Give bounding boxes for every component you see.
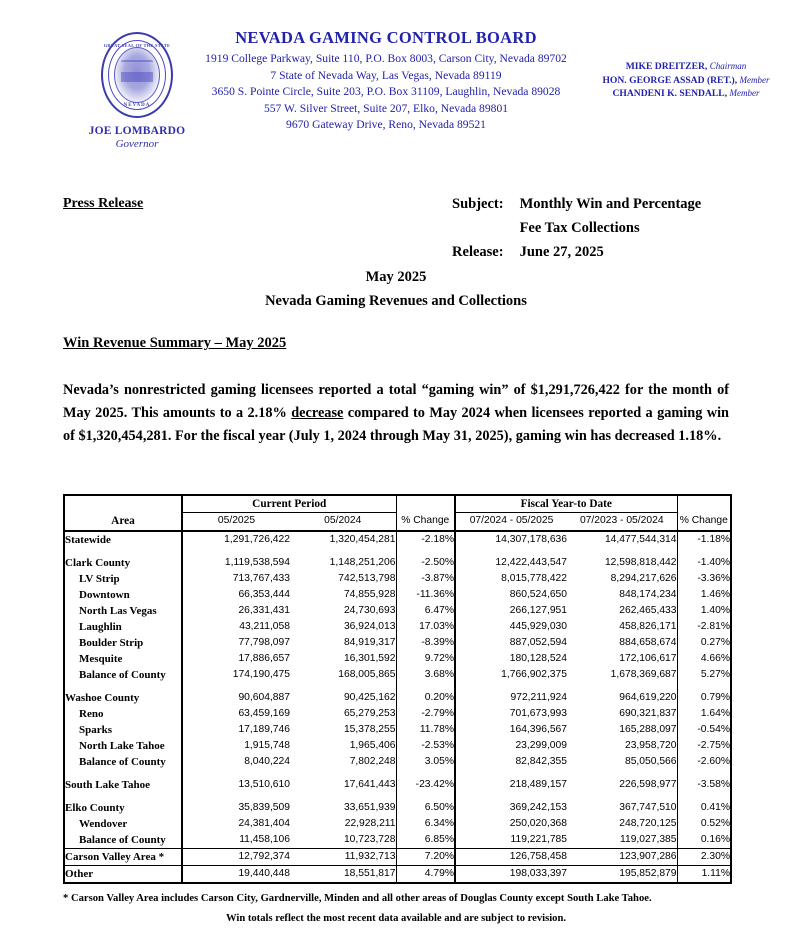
row-fy-pct-wendover: 0.52% xyxy=(677,816,731,832)
spacer-fy-pct xyxy=(677,548,731,555)
board-member-1-role: Chairman xyxy=(709,61,747,71)
row-fy-pct-clark-county: -1.40% xyxy=(677,555,731,571)
agency-address-4: 557 W. Silver Street, Suite 207, Elko, Nevada 89801 xyxy=(263,101,509,115)
row-cp-current-elko-county: 35,839,509 xyxy=(182,800,290,816)
table-head xyxy=(64,495,731,531)
spacer-fy-cur xyxy=(455,770,567,777)
press-release-label: Press Release xyxy=(63,196,144,211)
row-fy-prior-balance-of-county: 85,050,566 xyxy=(624,755,677,767)
seal-arc-top-text: GREAT SEAL OF THE STATE xyxy=(103,43,171,48)
row-fy-current-downtown: 860,524,650 xyxy=(455,587,567,603)
row-cp-pct-carson-valley-area: 7.20% xyxy=(396,849,455,866)
table-column-header-row xyxy=(64,513,731,531)
row-cp-current-north-lake-tahoe: 1,915,748 xyxy=(182,738,290,754)
row-cp-current-mesquite: 17,886,657 xyxy=(182,651,290,667)
row-cp-prior-carson-valley-area: 11,932,713 xyxy=(344,850,396,862)
row-fy-prior-lv-strip: 8,294,217,626 xyxy=(610,572,677,584)
row-fy-prior-balance-of-county: 1,678,369,687 xyxy=(610,668,677,680)
table-group-header-row xyxy=(64,495,731,513)
row-area-laughlin: Laughlin xyxy=(64,619,182,635)
row-cp-pct-balance-of-county: 3.68% xyxy=(396,667,455,683)
table-row xyxy=(64,690,731,706)
row-fy-pct-mesquite: 4.66% xyxy=(677,651,731,667)
row-fy-current-wendover: 250,020,368 xyxy=(455,816,567,832)
row-area-other: Other xyxy=(64,866,182,883)
row-fy-current-balance-of-county: 1,766,902,375 xyxy=(455,667,567,683)
row-cp-prior-downtown: 74,855,928 xyxy=(343,588,396,600)
row-cp-current-south-lake-tahoe: 13,510,610 xyxy=(182,777,290,793)
spacer-fy-pct xyxy=(677,770,731,777)
table-row xyxy=(64,635,731,651)
spacer-area xyxy=(64,793,182,800)
row-fy-prior-other: 195,852,879 xyxy=(619,867,677,879)
table-row xyxy=(64,722,731,738)
document-title xyxy=(0,265,792,313)
row-cp-pct-balance-of-county: 3.05% xyxy=(396,754,455,770)
row-fy-prior-statewide: 14,477,544,314 xyxy=(604,533,677,545)
governor-name: JOE LOMBARDO xyxy=(88,125,186,137)
table-body xyxy=(64,531,731,884)
row-cp-pct-reno: -2.79% xyxy=(396,706,455,722)
column-header-area: Area xyxy=(64,513,182,531)
spacer-fy-cur xyxy=(455,548,567,555)
board-member-1-name: MIKE DREITZER, xyxy=(625,61,708,72)
row-fy-current-other: 198,033,397 xyxy=(455,866,567,883)
row-cp-current-sparks: 17,189,746 xyxy=(182,722,290,738)
row-fy-prior-mesquite: 172,106,617 xyxy=(619,652,677,664)
row-area-statewide: Statewide xyxy=(64,531,182,548)
footnote-revision-notice: Win totals reflect the most recent data available and are subject to revision. xyxy=(225,913,567,924)
table-row xyxy=(64,706,731,722)
board-member-3-role: Member xyxy=(729,88,760,99)
row-area-north-lake-tahoe: North Lake Tahoe xyxy=(64,738,182,754)
row-area-lv-strip: LV Strip xyxy=(64,571,182,587)
row-fy-prior-sparks: 165,288,097 xyxy=(619,723,677,735)
row-fy-pct-balance-of-county: -2.60% xyxy=(677,754,731,770)
row-area-carson-valley-area: Carson Valley Area * xyxy=(64,849,182,866)
governor-title: Governor xyxy=(115,138,159,150)
row-fy-pct-lv-strip: -3.36% xyxy=(677,571,731,587)
letterhead xyxy=(0,24,792,164)
row-fy-current-washoe-county: 972,211,924 xyxy=(455,690,567,706)
section-heading: Win Revenue Summary – May 2025 xyxy=(63,335,287,351)
row-cp-prior-clark-county: 1,148,251,206 xyxy=(329,556,396,568)
row-cp-prior-sparks: 15,378,255 xyxy=(343,723,396,735)
row-cp-prior-balance-of-county: 10,723,728 xyxy=(343,833,396,845)
board-member-2 xyxy=(580,74,792,88)
row-cp-prior-balance-of-county: 168,005,865 xyxy=(338,668,396,680)
row-cp-pct-washoe-county: 0.20% xyxy=(396,690,455,706)
agency-address-5: 9670 Gateway Drive, Reno, Nevada 89521 xyxy=(286,118,486,131)
win-revenue-table xyxy=(63,494,732,884)
table-bottom-border xyxy=(64,883,731,884)
group-header-fy-pct-spacer xyxy=(677,495,731,513)
row-fy-current-elko-county: 369,242,153 xyxy=(455,800,567,816)
row-cp-current-balance-of-county: 174,190,475 xyxy=(182,667,290,683)
table-row xyxy=(64,555,731,571)
row-cp-pct-statewide: -2.18% xyxy=(396,531,455,548)
row-area-elko-county: Elko County xyxy=(64,800,182,816)
row-fy-current-lv-strip: 8,015,778,422 xyxy=(455,571,567,587)
column-header-fy-current: 07/2024 - 05/2025 xyxy=(455,513,567,531)
row-area-balance-of-county: Balance of County xyxy=(64,667,182,683)
row-cp-pct-balance-of-county: 6.85% xyxy=(396,832,455,849)
row-cp-current-downtown: 66,353,444 xyxy=(182,587,290,603)
spacer-area xyxy=(64,770,182,777)
table-group-spacer xyxy=(64,548,731,555)
table-group-spacer xyxy=(64,793,731,800)
row-area-reno: Reno xyxy=(64,706,182,722)
row-fy-pct-north-las-vegas: 1.40% xyxy=(677,603,731,619)
row-fy-pct-balance-of-county: 5.27% xyxy=(677,667,731,683)
spacer-cp-cur xyxy=(182,683,290,690)
release-label: Release: xyxy=(452,244,504,260)
row-fy-current-mesquite: 180,128,524 xyxy=(455,651,567,667)
row-cp-pct-mesquite: 9.72% xyxy=(396,651,455,667)
row-fy-prior-north-lake-tahoe: 23,958,720 xyxy=(624,739,677,751)
spacer-cp-pct xyxy=(396,793,455,800)
table-row xyxy=(64,832,731,849)
row-cp-prior-washoe-county: 90,425,162 xyxy=(343,691,396,703)
agency-address-2: 7 State of Nevada Way, Las Vegas, Nevada 89119 xyxy=(270,68,502,82)
subject-release-block xyxy=(452,196,701,268)
nevada-state-seal-icon xyxy=(101,32,173,118)
column-header-cp-pct-change: % Change xyxy=(396,513,455,531)
agency-block xyxy=(186,28,586,134)
table-row xyxy=(64,587,731,603)
row-cp-prior-other: 18,551,817 xyxy=(343,867,396,879)
row-cp-prior-boulder-strip: 84,919,317 xyxy=(343,636,396,648)
row-fy-current-boulder-strip: 887,052,594 xyxy=(455,635,567,651)
row-fy-prior-balance-of-county: 119,027,385 xyxy=(620,833,677,845)
row-fy-pct-washoe-county: 0.79% xyxy=(677,690,731,706)
table-row xyxy=(64,531,731,548)
row-fy-pct-south-lake-tahoe: -3.58% xyxy=(677,777,731,793)
table-row xyxy=(64,754,731,770)
column-header-cp-prior: 05/2024 xyxy=(290,513,396,531)
row-area-downtown: Downtown xyxy=(64,587,182,603)
row-fy-prior-washoe-county: 964,619,220 xyxy=(619,691,677,703)
row-cp-current-washoe-county: 90,604,887 xyxy=(182,690,290,706)
row-cp-pct-sparks: 11.78% xyxy=(396,722,455,738)
spacer-fy-cur xyxy=(455,683,567,690)
row-cp-prior-elko-county: 33,651,939 xyxy=(343,801,396,813)
row-cp-current-boulder-strip: 77,798,097 xyxy=(182,635,290,651)
row-cp-current-balance-of-county: 8,040,224 xyxy=(182,754,290,770)
board-member-1 xyxy=(580,60,792,74)
row-area-boulder-strip: Boulder Strip xyxy=(64,635,182,651)
table-row xyxy=(64,603,731,619)
row-fy-prior-carson-valley-area: 123,907,286 xyxy=(619,850,677,862)
row-fy-prior-reno: 690,321,837 xyxy=(619,707,677,719)
spacer-cp-cur xyxy=(182,793,290,800)
row-cp-pct-lv-strip: -3.87% xyxy=(396,571,455,587)
document-title-subject: Nevada Gaming Revenues and Collections xyxy=(265,293,527,309)
row-area-wendover: Wendover xyxy=(64,816,182,832)
table-row xyxy=(64,667,731,683)
row-cp-pct-north-lake-tahoe: -2.53% xyxy=(396,738,455,754)
row-cp-current-wendover: 24,381,404 xyxy=(182,816,290,832)
row-fy-prior-clark-county: 12,598,818,442 xyxy=(604,556,677,568)
row-fy-prior-north-las-vegas: 262,465,433 xyxy=(619,604,677,616)
row-fy-current-north-lake-tahoe: 23,299,009 xyxy=(455,738,567,754)
table-row xyxy=(64,619,731,635)
row-fy-pct-downtown: 1.46% xyxy=(677,587,731,603)
spacer-fy-prv xyxy=(567,683,677,690)
row-area-mesquite: Mesquite xyxy=(64,651,182,667)
row-cp-pct-wendover: 6.34% xyxy=(396,816,455,832)
row-fy-pct-other: 1.11% xyxy=(677,866,731,883)
row-fy-prior-downtown: 848,174,234 xyxy=(619,588,677,600)
row-area-sparks: Sparks xyxy=(64,722,182,738)
board-member-3-name: CHANDENI K. SENDALL, xyxy=(612,88,728,100)
spacer-cp-prv xyxy=(290,548,396,555)
subject-value-line2: Fee Tax Collections xyxy=(519,220,640,236)
row-fy-prior-laughlin: 458,826,171 xyxy=(619,620,677,632)
spacer-cp-prv xyxy=(290,683,396,690)
row-cp-prior-lv-strip: 742,513,798 xyxy=(338,572,396,584)
spacer-cp-cur xyxy=(182,770,290,777)
row-cp-current-balance-of-county: 11,458,106 xyxy=(182,832,290,849)
summary-paragraph-part1: Nevada’s nonrestricted gaming licensees reported a total “gaming win” of $1,291,726,422 for the month of May 2025. This amounts to a 2.18% xyxy=(63,382,729,422)
column-header-fy-pct-change: % Change xyxy=(677,513,731,531)
seal-emblem-art xyxy=(121,60,153,90)
spacer-fy-prv xyxy=(567,548,677,555)
subject-value-line1: Monthly Win and Percentage xyxy=(519,196,702,212)
table-row xyxy=(64,571,731,587)
group-header-current-period: Current Period xyxy=(182,495,396,513)
row-cp-current-carson-valley-area: 12,792,374 xyxy=(182,849,290,866)
row-fy-current-clark-county: 12,422,443,547 xyxy=(455,555,567,571)
board-members-block xyxy=(580,60,792,101)
spacer-fy-prv xyxy=(567,770,677,777)
row-cp-current-laughlin: 43,211,058 xyxy=(182,619,290,635)
spacer-cp-pct xyxy=(396,770,455,777)
group-header-cp-pct-spacer xyxy=(396,495,455,513)
row-fy-current-balance-of-county: 82,842,355 xyxy=(455,754,567,770)
governor-seal-block xyxy=(72,32,202,150)
release-date: June 27, 2025 xyxy=(519,244,604,260)
spacer-fy-pct xyxy=(677,793,731,800)
footnote-carson-valley: * Carson Valley Area includes Carson City, Gardnerville, Minden and all other areas of Douglas County except South Lake Tahoe. xyxy=(63,893,652,904)
row-fy-pct-carson-valley-area: 2.30% xyxy=(677,849,731,866)
spacer-cp-cur xyxy=(182,548,290,555)
row-cp-pct-south-lake-tahoe: -23.42% xyxy=(396,777,455,793)
summary-paragraph-emphasis: decrease xyxy=(291,405,344,422)
spacer-cp-prv xyxy=(290,793,396,800)
row-fy-pct-sparks: -0.54% xyxy=(677,722,731,738)
row-cp-current-statewide: 1,291,726,422 xyxy=(182,531,290,548)
spacer-area xyxy=(64,683,182,690)
row-fy-current-north-las-vegas: 266,127,951 xyxy=(455,603,567,619)
row-fy-current-statewide: 14,307,178,636 xyxy=(455,531,567,548)
row-fy-pct-boulder-strip: 0.27% xyxy=(677,635,731,651)
row-fy-current-sparks: 164,396,567 xyxy=(455,722,567,738)
table-row xyxy=(64,800,731,816)
table-row xyxy=(64,777,731,793)
table-row xyxy=(64,816,731,832)
row-area-north-las-vegas: North Las Vegas xyxy=(64,603,182,619)
row-fy-pct-reno: 1.64% xyxy=(677,706,731,722)
row-cp-pct-clark-county: -2.50% xyxy=(396,555,455,571)
subject-label-continuation xyxy=(452,220,520,244)
agency-address-1: 1919 College Parkway, Suite 110, P.O. Box 8003, Carson City, Nevada 89702 xyxy=(205,52,567,65)
table-row xyxy=(64,866,731,883)
group-header-area-spacer xyxy=(64,495,182,513)
row-cp-prior-statewide: 1,320,454,281 xyxy=(329,533,396,545)
row-cp-prior-north-las-vegas: 24,730,693 xyxy=(343,604,396,616)
row-fy-prior-south-lake-tahoe: 226,598,977 xyxy=(619,778,677,790)
row-cp-pct-north-las-vegas: 6.47% xyxy=(396,603,455,619)
row-cp-prior-south-lake-tahoe: 17,641,443 xyxy=(343,778,396,790)
row-fy-pct-balance-of-county: 0.16% xyxy=(677,832,731,849)
row-cp-current-clark-county: 1,119,538,594 xyxy=(182,555,290,571)
row-cp-prior-mesquite: 16,301,592 xyxy=(343,652,396,664)
row-area-washoe-county: Washoe County xyxy=(64,690,182,706)
row-fy-prior-boulder-strip: 884,658,674 xyxy=(619,636,677,648)
table-row xyxy=(64,849,731,866)
spacer-cp-pct xyxy=(396,548,455,555)
row-area-balance-of-county: Balance of County xyxy=(64,754,182,770)
row-cp-prior-north-lake-tahoe: 1,965,406 xyxy=(349,739,396,751)
agency-address-3: 3650 S. Pointe Circle, Suite 203, P.O. Box 31109, Laughlin, Nevada 89028 xyxy=(211,85,561,98)
board-member-3 xyxy=(580,87,792,101)
board-member-2-role: Member xyxy=(739,74,770,85)
row-fy-current-south-lake-tahoe: 218,489,157 xyxy=(455,777,567,793)
row-cp-current-other: 19,440,448 xyxy=(182,866,290,883)
spacer-cp-pct xyxy=(396,683,455,690)
spacer-fy-pct xyxy=(677,683,731,690)
row-fy-pct-elko-county: 0.41% xyxy=(677,800,731,816)
row-fy-current-laughlin: 445,929,030 xyxy=(455,619,567,635)
row-fy-prior-wendover: 248,720,125 xyxy=(619,817,677,829)
row-cp-pct-boulder-strip: -8.39% xyxy=(396,635,455,651)
row-cp-prior-balance-of-county: 7,802,248 xyxy=(349,755,396,767)
spacer-fy-prv xyxy=(567,793,677,800)
row-cp-current-lv-strip: 713,767,433 xyxy=(182,571,290,587)
row-cp-prior-laughlin: 36,924,013 xyxy=(343,620,396,632)
row-cp-current-north-las-vegas: 26,331,431 xyxy=(182,603,290,619)
seal-arc-bottom-text: NEVADA xyxy=(123,103,151,108)
row-cp-prior-reno: 65,279,253 xyxy=(343,707,396,719)
row-fy-current-reno: 701,673,993 xyxy=(455,706,567,722)
row-area-clark-county: Clark County xyxy=(64,555,182,571)
row-fy-current-balance-of-county: 119,221,785 xyxy=(455,832,567,849)
row-area-balance-of-county: Balance of County xyxy=(64,832,182,849)
table-group-spacer xyxy=(64,683,731,690)
row-fy-pct-statewide: -1.18% xyxy=(677,531,731,548)
column-header-fy-prior: 07/2023 - 05/2024 xyxy=(567,513,677,531)
agency-name: NEVADA GAMING CONTROL BOARD xyxy=(235,28,537,47)
spacer-fy-cur xyxy=(455,793,567,800)
table-row xyxy=(64,738,731,754)
row-cp-prior-wendover: 22,928,211 xyxy=(344,817,396,829)
summary-paragraph xyxy=(63,379,729,449)
spacer-cp-prv xyxy=(290,770,396,777)
row-cp-pct-downtown: -11.36% xyxy=(396,587,455,603)
row-cp-current-reno: 63,459,169 xyxy=(182,706,290,722)
board-member-2-name: HON. GEORGE ASSAD (RET.), xyxy=(602,74,738,86)
column-header-cp-current: 05/2025 xyxy=(182,513,290,531)
row-fy-pct-north-lake-tahoe: -2.75% xyxy=(677,738,731,754)
spacer-area xyxy=(64,548,182,555)
document-title-period: May 2025 xyxy=(365,269,427,285)
row-cp-pct-laughlin: 17.03% xyxy=(396,619,455,635)
row-fy-prior-elko-county: 367,747,510 xyxy=(619,801,677,813)
group-header-fiscal-ytd: Fiscal Year-to Date xyxy=(455,495,677,513)
table-row xyxy=(64,651,731,667)
table-group-spacer xyxy=(64,770,731,777)
row-fy-pct-laughlin: -2.81% xyxy=(677,619,731,635)
summary-paragraph-part2: compared to May 2024 when licensees reported a gaming win of $1,320,454,281. For the fiscal year (July 1, 2024 through May 31, 2025), gaming win has decreased 1.18%. xyxy=(63,405,729,445)
row-cp-pct-elko-county: 6.50% xyxy=(396,800,455,816)
subject-label: Subject: xyxy=(452,196,504,212)
row-fy-current-carson-valley-area: 126,758,458 xyxy=(455,849,567,866)
row-area-south-lake-tahoe: South Lake Tahoe xyxy=(64,777,182,793)
row-cp-pct-other: 4.79% xyxy=(396,866,455,883)
